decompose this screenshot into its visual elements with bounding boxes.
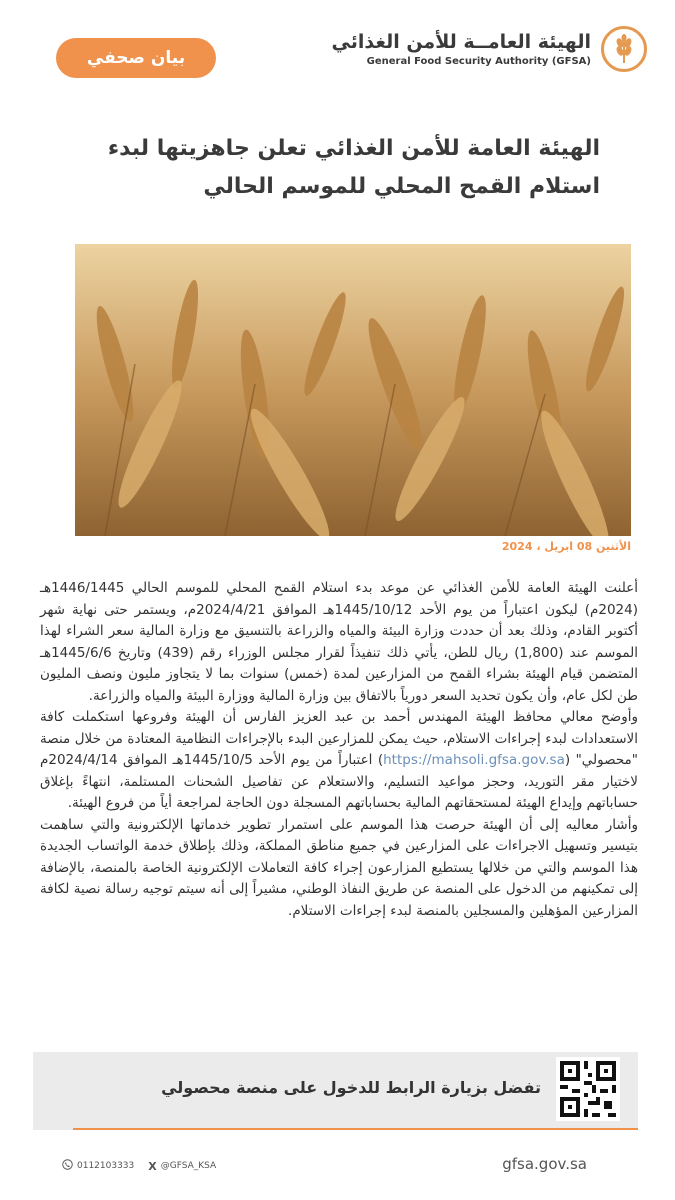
x-logo-icon: X xyxy=(148,1159,157,1173)
cta-box xyxy=(33,1052,638,1130)
paragraph-2: وأوضح معالي محافظ الهيئة المهندس أحمد بن عبد العزيز الفارس أن الهيئة وفروعها استكملت كافة الاستعدادات لبدء إجراءات الاستلام، حيث يمكن للمزارعين البدء بالإجراءات النظامية المعتادة من خلال منصة "محصولي" (https://mahsoli.gfsa.gov.sa) اعتباراً من يوم الأحد 1445/10/5هـ الموافق 2024/4/14م لاختيار مقر التوريد، وحجز مواعيد التسليم، والاستعلام عن تفاصيل الشحنات المستلمة، انتهاءً بإغلاق حساباتهم وإيداع الهيئة لمستحقاتهم المالية بحساباتهم المسجلة دون الحاجة لمراجعة أياً من فروع الهيئة. xyxy=(40,709,638,811)
mahsoli-link[interactable]: https://mahsoli.gfsa.gov.sa xyxy=(383,752,565,768)
cta-text: تفضل بزيارة الرابط للدخول على منصة محصولي xyxy=(161,1078,541,1097)
wheat-emblem-icon xyxy=(601,26,647,72)
article-body xyxy=(40,578,638,922)
qr-code-icon[interactable] xyxy=(556,1057,620,1121)
logo-english-name: General Food Security Authority (GFSA) xyxy=(366,56,591,67)
cta-divider xyxy=(73,1128,638,1130)
x-account[interactable] xyxy=(148,1160,216,1173)
website-link[interactable]: gfsa.gov.sa xyxy=(502,1155,587,1173)
paragraph-1: أعلنت الهيئة العامة للأمن الغذائي عن موعد بدء استلام القمح المحلي للموسم الحالي 1446/1445هـ (2024م) ليكون اعتباراً من يوم الأحد 1445/10/12هـ الموافق 2024/4/21م، ويستمر حتى نهاية شهر أكتوبر القادم، وذلك بعد أن حددت وزارة البيئة والمياه والزراعة بالتنسيق مع وزارة المالية سعر الشراء لهذا الموسم عند (1,800) ريال للطن، يأتي ذلك تنفيذاً لقرار مجلس الوزراء رقم (439) وتاريخ 1445/6/6هـ المتضمن قيام الهيئة بشراء القمح من المزارعين لمدة (خمس) سنوات بما لا يتجاوز مليون ونصف المليون طن لكل عام، وأن يكون تحديد السعر دورياً بالاتفاق بين وزارة المالية ووزارة البيئة والمياه والزراعة. xyxy=(40,580,638,704)
x-handle: @GFSA_KSA xyxy=(160,1161,217,1171)
social-links xyxy=(62,1159,216,1173)
page-title: الهيئة العامة للأمن الغذائي تعلن جاهزيتها لبدء استلام القمح المحلي للموسم الحالي xyxy=(107,136,600,199)
publish-date: الأثنين 08 ابريل ، 2024 xyxy=(501,540,631,553)
wheat-field-photo xyxy=(75,244,631,536)
phone-icon xyxy=(62,1159,73,1173)
press-release-badge: بيان صحفي xyxy=(56,38,216,78)
paragraph-3: وأشار معاليه إلى أن الهيئة حرصت هذا الموسم على استمرار تطوير خدماتها الإلكترونية والتي ساهمت بتيسير وتسهيل الاجراءات على المزارعين في جميع مناطق المملكة، وذلك بإطلاق خدمة الواتساب الجديدة هذا الموسم والتي من خلالها يستطيع المزارعون إجراء كافة التعاملات الإلكترونية الخاصة بالمنصة، بالإضافة إلى تمكينهم من الدخول على المنصة عن طريق النفاذ الوطني، مشيراً إلى أنه سيتم توجيه رسالة نصية لكافة المزارعين المؤهلين والمسجلين بالمنصة لبدء إجراءات الاستلام. xyxy=(40,816,638,919)
gfsa-logo xyxy=(332,26,648,72)
logo-arabic-name: الهيئة العامــة للأمن الغذائي xyxy=(331,31,591,53)
header xyxy=(0,22,675,92)
phone-contact[interactable] xyxy=(62,1159,134,1173)
footer xyxy=(0,1155,675,1179)
phone-number: 0112103333 xyxy=(77,1161,135,1171)
